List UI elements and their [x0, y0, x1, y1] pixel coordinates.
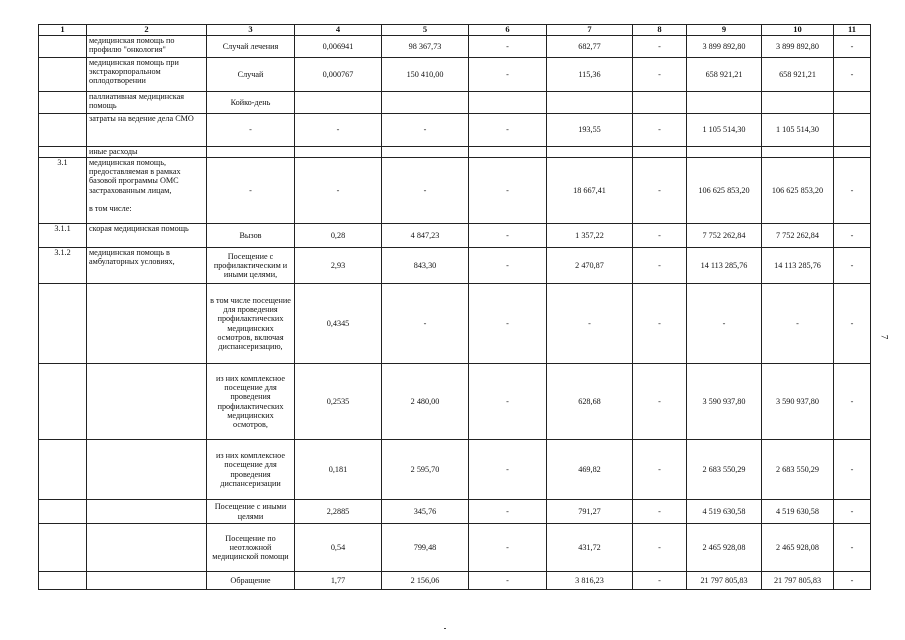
col6-value: -: [469, 572, 547, 590]
col10-value: 21 797 805,83: [762, 572, 834, 590]
col8-value: -: [633, 440, 687, 500]
row-name: паллиативная медицинская помощь: [87, 92, 207, 114]
row-name: скорая медицинская помощь: [87, 224, 207, 248]
col6-value: -: [469, 248, 547, 284]
row-number: [39, 364, 87, 440]
col7-value: 682,77: [547, 36, 633, 58]
col9-value: 658 921,21: [687, 58, 762, 92]
col6-value: -: [469, 440, 547, 500]
col11-value: [834, 114, 871, 147]
col6-value: -: [469, 500, 547, 524]
col5-value: [382, 92, 469, 114]
table-row: [39, 572, 871, 590]
col6-value: -: [469, 284, 547, 364]
column-header: 7: [547, 25, 633, 36]
row-number: 3.1: [39, 158, 87, 224]
col10-value: [762, 92, 834, 114]
col10-value: 7 752 262,84: [762, 224, 834, 248]
table-row: [39, 58, 871, 92]
col4-value: 0,000767: [295, 58, 382, 92]
col9-value: 3 590 937,80: [687, 364, 762, 440]
col6-value: -: [469, 114, 547, 147]
col6-value: [469, 92, 547, 114]
row-unit: -: [207, 158, 295, 224]
row-unit: [207, 147, 295, 158]
row-unit: в том числе посещение для проведения профилактических медицинских осмотров, включая диспансеризацию,: [207, 284, 295, 364]
table-row: [39, 524, 871, 572]
col7-value: 3 816,23: [547, 572, 633, 590]
col7-value: 431,72: [547, 524, 633, 572]
col11-value: -: [834, 284, 871, 364]
col10-value: 2 465 928,08: [762, 524, 834, 572]
col4-value: 0,181: [295, 440, 382, 500]
row-number: [39, 36, 87, 58]
col5-value: -: [382, 158, 469, 224]
col8-value: -: [633, 36, 687, 58]
col8-value: -: [633, 284, 687, 364]
col11-value: -: [834, 58, 871, 92]
row-name: медицинская помощь в амбулаторных условиях,: [87, 248, 207, 284]
col10-value: 658 921,21: [762, 58, 834, 92]
col4-value: 0,2535: [295, 364, 382, 440]
col4-value: 2,93: [295, 248, 382, 284]
col4-value: -: [295, 158, 382, 224]
col7-value: [547, 92, 633, 114]
row-name: затраты на ведение дела СМО: [87, 114, 207, 147]
col9-value: 2 683 550,29: [687, 440, 762, 500]
col9-value: 3 899 892,80: [687, 36, 762, 58]
col8-value: -: [633, 364, 687, 440]
col9-value: 21 797 805,83: [687, 572, 762, 590]
row-unit: Койко-день: [207, 92, 295, 114]
row-number: [39, 284, 87, 364]
row-unit: из них комплексное посещение для проведения профилактических медицинских осмотров,: [207, 364, 295, 440]
table-row: [39, 92, 871, 114]
row-number: [39, 500, 87, 524]
row-name: медицинская помощь, предоставляемая в рамках базовой программы ОМС застрахованным лицам, в том числе:: [87, 158, 207, 224]
row-name: [87, 440, 207, 500]
col5-value: [382, 147, 469, 158]
page-number: 7: [879, 334, 890, 340]
col6-value: [469, 147, 547, 158]
row-number: [39, 114, 87, 147]
col7-value: 115,36: [547, 58, 633, 92]
col8-value: -: [633, 500, 687, 524]
col4-value: [295, 147, 382, 158]
col8-value: -: [633, 524, 687, 572]
row-number: 3.1.2: [39, 248, 87, 284]
col6-value: -: [469, 158, 547, 224]
col10-value: -: [762, 284, 834, 364]
row-name: [87, 364, 207, 440]
col5-value: 345,76: [382, 500, 469, 524]
row-name: [87, 572, 207, 590]
col7-value: 1 357,22: [547, 224, 633, 248]
col11-value: -: [834, 36, 871, 58]
col11-value: -: [834, 364, 871, 440]
col7-value: 628,68: [547, 364, 633, 440]
col6-value: -: [469, 58, 547, 92]
col5-value: 799,48: [382, 524, 469, 572]
col11-value: -: [834, 224, 871, 248]
col4-value: 2,2885: [295, 500, 382, 524]
col5-value: 843,30: [382, 248, 469, 284]
column-header: 10: [762, 25, 834, 36]
col11-value: -: [834, 572, 871, 590]
row-name: [87, 284, 207, 364]
table-row: [39, 147, 871, 158]
col8-value: [633, 147, 687, 158]
table-row: [39, 284, 871, 364]
col7-value: 469,82: [547, 440, 633, 500]
row-unit: Посещение по неотложной медицинской помощи: [207, 524, 295, 572]
col10-value: 2 683 550,29: [762, 440, 834, 500]
col6-value: -: [469, 36, 547, 58]
row-unit: Обращение: [207, 572, 295, 590]
col7-value: 2 470,87: [547, 248, 633, 284]
row-number: [39, 58, 87, 92]
row-unit: Случай: [207, 58, 295, 92]
col4-value: 1,77: [295, 572, 382, 590]
table-row: [39, 248, 871, 284]
col4-value: [295, 92, 382, 114]
col10-value: 1 105 514,30: [762, 114, 834, 147]
col9-value: [687, 147, 762, 158]
col5-value: 150 410,00: [382, 58, 469, 92]
row-number: [39, 440, 87, 500]
row-name: [87, 524, 207, 572]
col11-value: -: [834, 440, 871, 500]
col4-value: 0,28: [295, 224, 382, 248]
col11-value: [834, 92, 871, 114]
col8-value: -: [633, 572, 687, 590]
col9-value: 4 519 630,58: [687, 500, 762, 524]
col4-value: 0,4345: [295, 284, 382, 364]
row-unit: Посещение с профилактическим и иными целями,: [207, 248, 295, 284]
col10-value: 14 113 285,76: [762, 248, 834, 284]
col5-value: -: [382, 284, 469, 364]
col7-value: [547, 147, 633, 158]
col4-value: 0,006941: [295, 36, 382, 58]
col10-value: 106 625 853,20: [762, 158, 834, 224]
header-row: [39, 25, 871, 36]
col9-value: 14 113 285,76: [687, 248, 762, 284]
table-row: [39, 364, 871, 440]
col11-value: -: [834, 248, 871, 284]
col9-value: 1 105 514,30: [687, 114, 762, 147]
col4-value: 0,54: [295, 524, 382, 572]
table-row: [39, 440, 871, 500]
col5-value: 4 847,23: [382, 224, 469, 248]
col10-value: 4 519 630,58: [762, 500, 834, 524]
column-header: 6: [469, 25, 547, 36]
row-unit: -: [207, 114, 295, 147]
row-name: иные расходы: [87, 147, 207, 158]
col8-value: [633, 92, 687, 114]
col8-value: -: [633, 248, 687, 284]
table-row: [39, 36, 871, 58]
col8-value: -: [633, 114, 687, 147]
col11-value: -: [834, 524, 871, 572]
column-header: 5: [382, 25, 469, 36]
column-header: 8: [633, 25, 687, 36]
column-header: 1: [39, 25, 87, 36]
row-unit: Посещение с иными целями: [207, 500, 295, 524]
column-header: 4: [295, 25, 382, 36]
col9-value: 106 625 853,20: [687, 158, 762, 224]
col7-value: 791,27: [547, 500, 633, 524]
col6-value: -: [469, 224, 547, 248]
col5-value: 2 480,00: [382, 364, 469, 440]
scan-speck: [444, 628, 446, 629]
col6-value: -: [469, 524, 547, 572]
col8-value: -: [633, 58, 687, 92]
row-number: [39, 147, 87, 158]
col5-value: 2 595,70: [382, 440, 469, 500]
col11-value: [834, 147, 871, 158]
row-unit: Вызов: [207, 224, 295, 248]
col9-value: -: [687, 284, 762, 364]
col7-value: 193,55: [547, 114, 633, 147]
row-number: 3.1.1: [39, 224, 87, 248]
row-number: [39, 524, 87, 572]
col7-value: -: [547, 284, 633, 364]
col7-value: 18 667,41: [547, 158, 633, 224]
row-unit: Случай лечения: [207, 36, 295, 58]
col10-value: 3 899 892,80: [762, 36, 834, 58]
col5-value: 2 156,06: [382, 572, 469, 590]
col9-value: 7 752 262,84: [687, 224, 762, 248]
col9-value: [687, 92, 762, 114]
row-number: [39, 572, 87, 590]
col5-value: 98 367,73: [382, 36, 469, 58]
table-row: [39, 500, 871, 524]
col9-value: 2 465 928,08: [687, 524, 762, 572]
col10-value: [762, 147, 834, 158]
col5-value: -: [382, 114, 469, 147]
row-number: [39, 92, 87, 114]
column-header: 9: [687, 25, 762, 36]
column-header: 11: [834, 25, 871, 36]
row-name: медицинская помощь по профилю "онкология": [87, 36, 207, 58]
col11-value: -: [834, 500, 871, 524]
col8-value: -: [633, 224, 687, 248]
column-header: 2: [87, 25, 207, 36]
table-row: [39, 114, 871, 147]
row-unit: из них комплексное посещение для проведения диспансеризации: [207, 440, 295, 500]
col4-value: -: [295, 114, 382, 147]
table-row: [39, 224, 871, 248]
row-name: медицинская помощь при экстракорпоральном оплодотворении: [87, 58, 207, 92]
col8-value: -: [633, 158, 687, 224]
col11-value: -: [834, 158, 871, 224]
col10-value: 3 590 937,80: [762, 364, 834, 440]
col6-value: -: [469, 364, 547, 440]
budget-table: [38, 24, 871, 590]
column-header: 3: [207, 25, 295, 36]
row-name: [87, 500, 207, 524]
table-row: [39, 158, 871, 224]
